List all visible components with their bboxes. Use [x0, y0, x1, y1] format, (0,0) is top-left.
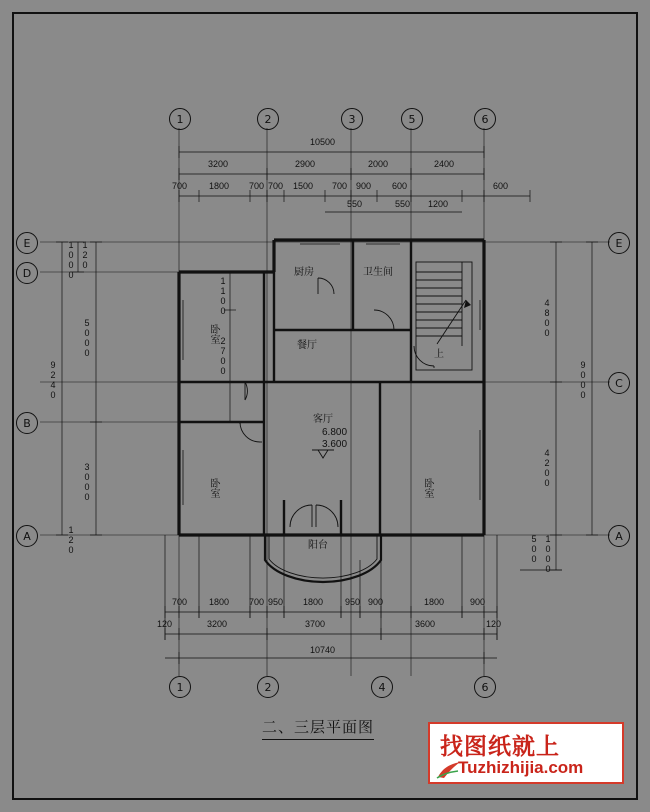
room-dining-label: 餐厅: [297, 340, 317, 351]
dim-bot-r1-1800b: 1800: [303, 597, 324, 607]
dim-top-r2-600b: 600: [493, 181, 509, 191]
dim-top-2000: 2000: [368, 159, 389, 169]
axis-bubble-top-6: 6: [474, 108, 496, 130]
dim-top-r2-900: 900: [356, 181, 372, 191]
dim-left-1000: 1000: [66, 240, 76, 280]
dim-bot-r2-3700: 3700: [305, 619, 326, 629]
axis-bubble-top-2: 2: [257, 108, 279, 130]
dim-right-9000: 9000: [578, 360, 588, 400]
dim-top-r2-600a: 600: [392, 181, 408, 191]
room-bedroom-left-top-label: 卧室: [208, 324, 219, 344]
axis-bubble-top-5: 5: [401, 108, 423, 130]
room-balcony-label: 阳台: [308, 540, 328, 551]
axis-bubble-left-D: D: [16, 262, 38, 284]
dim-left-5000: 5000: [82, 318, 92, 358]
axis-bubble-right-A: A: [608, 525, 630, 547]
dim-bot-r1-700a: 700: [172, 597, 188, 607]
dim-top-r2-700b: 700: [249, 181, 265, 191]
room-living-label: 客厅: [313, 414, 333, 425]
dim-top-r3-1200: 1200: [428, 199, 449, 209]
dim-top-r3-550b: 550: [395, 199, 411, 209]
dim-bot-r2-3600: 3600: [415, 619, 436, 629]
dim-left-120-top: 120: [80, 240, 90, 270]
dim-bot-r1-1800a: 1800: [209, 597, 230, 607]
dim-top-r2-1500: 1500: [293, 181, 314, 191]
axis-bubble-bottom-1: 1: [169, 676, 191, 698]
axis-bubble-right-E: E: [608, 232, 630, 254]
dim-top-r2-700c: 700: [268, 181, 284, 191]
dim-bot-r2-120a: 120: [157, 619, 173, 629]
dim-left-120-bottom: 120: [66, 525, 76, 555]
dim-top-r2-700d: 700: [332, 181, 348, 191]
dim-top-r2-700a: 700: [172, 181, 188, 191]
dim-inner-1100: 1100: [218, 276, 228, 316]
axis-bubble-bottom-6: 6: [474, 676, 496, 698]
dim-bot-r1-950a: 950: [268, 597, 284, 607]
axis-bubble-left-E: E: [16, 232, 38, 254]
dim-right-4800: 4800: [542, 298, 552, 338]
axis-bubble-bottom-2: 2: [257, 676, 279, 698]
dim-right-500: 500: [529, 534, 539, 564]
axis-bubble-top-3: 3: [341, 108, 363, 130]
dim-top-total: 10500: [310, 137, 336, 147]
dim-bot-r1-1800c: 1800: [424, 597, 445, 607]
dim-bot-r1-950b: 950: [345, 597, 361, 607]
dim-inner-2700: 2700: [218, 336, 228, 376]
dim-left-9240: 9240: [48, 360, 58, 400]
axis-bubble-left-A: A: [16, 525, 38, 547]
watermark-line1: 找图纸就上: [440, 734, 560, 760]
axis-bubble-top-1: 1: [169, 108, 191, 130]
dim-bot-r1-700b: 700: [249, 597, 265, 607]
dim-bot-r2-3200: 3200: [207, 619, 228, 629]
drawing-title: 二、三层平面图: [262, 716, 374, 740]
dim-top-r3-550a: 550: [347, 199, 363, 209]
axis-bubble-bottom-4: 4: [371, 676, 393, 698]
level-mark-upper: 6.800: [322, 427, 348, 438]
stair-up-label: 上: [434, 349, 444, 360]
dim-top-r2-1800: 1800: [209, 181, 230, 191]
dim-right-4200: 4200: [542, 448, 552, 488]
room-bedroom-right-label: 卧室: [422, 478, 433, 498]
axis-bubble-left-B: B: [16, 412, 38, 434]
dim-left-3000: 3000: [82, 462, 92, 502]
dim-top-2400: 2400: [434, 159, 455, 169]
dim-bot-total: 10740: [310, 645, 336, 655]
dim-bot-r1-900a: 900: [368, 597, 384, 607]
dim-bot-r2-120b: 120: [486, 619, 502, 629]
axis-bubble-right-C: C: [608, 372, 630, 394]
watermark-logo: [428, 722, 624, 784]
room-kitchen-label: 厨房: [294, 267, 314, 278]
room-bathroom-label: 卫生间: [363, 267, 393, 278]
dim-top-2900: 2900: [295, 159, 316, 169]
dim-top-3200: 3200: [208, 159, 229, 169]
level-mark-lower: 3.600: [322, 439, 348, 450]
dim-right-1000: 1000: [543, 534, 553, 574]
room-bedroom-left-bottom-label: 卧室: [208, 478, 219, 498]
dim-bot-r1-900b: 900: [470, 597, 486, 607]
watermark-line2: Tuzhizhijia.com: [458, 758, 584, 777]
